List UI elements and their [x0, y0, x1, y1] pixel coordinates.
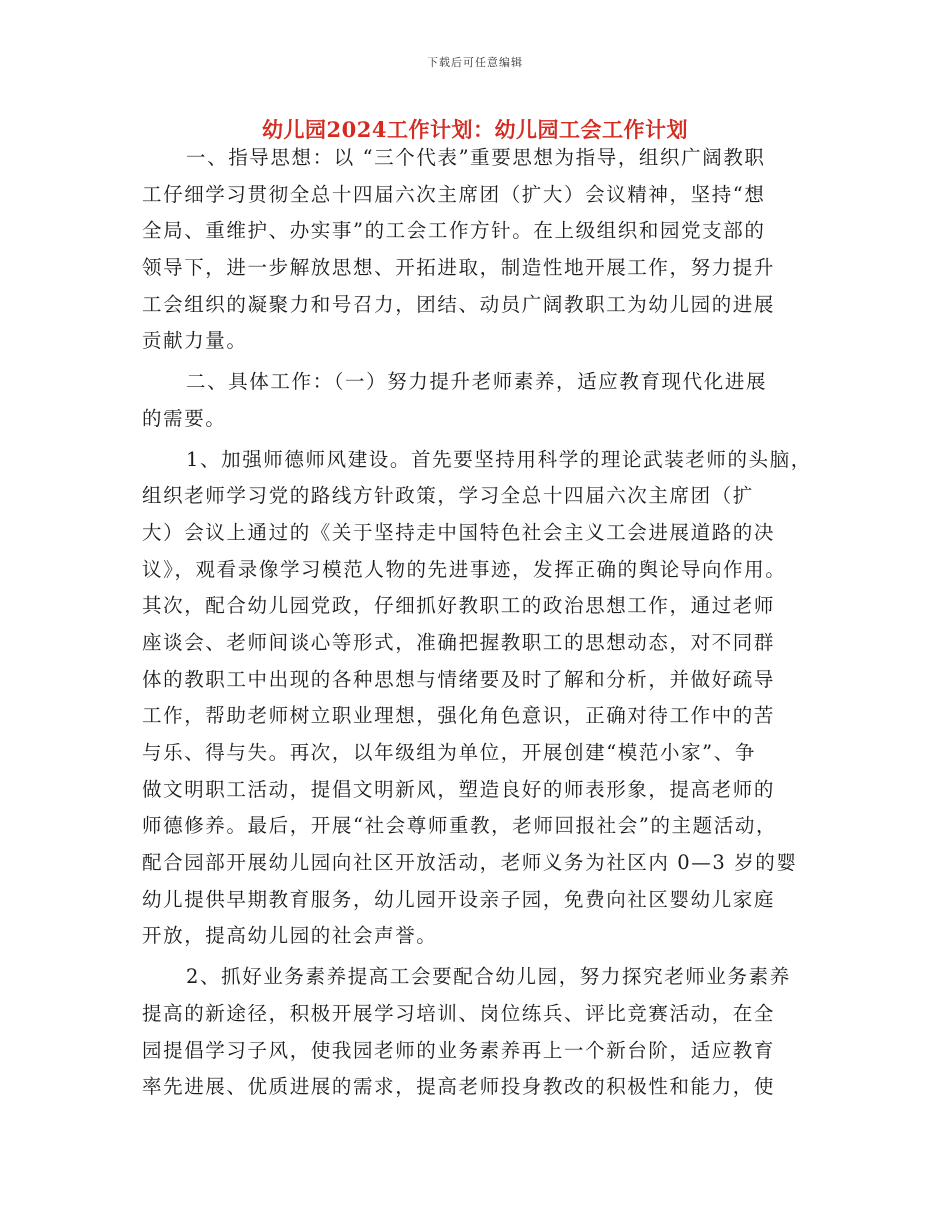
paragraph-guiding-ideology	[142, 140, 822, 360]
text-line: 2、抓好业务素养提高工会要配合幼儿园，努力探究老师业务素养	[186, 965, 791, 989]
text-line: 幼儿提供早期教育服务，幼儿园开设亲子园，免费向社区婴幼儿家庭	[142, 887, 776, 911]
text-line: 议》，观看录像学习模范人物的先进事迹，发挥正确的舆论导向作用。	[142, 557, 787, 581]
text-line: 做文明职工活动，提倡文明新风，塑造良好的师表形象，提高老师的	[142, 777, 776, 801]
text-line: 一、指导思想：以 “三个代表”重要思想为指导，组织广阔教职	[186, 146, 766, 169]
text-line: 座谈会、老师间谈心等形式，准确把握教职工的思想动态，对不同群	[142, 630, 776, 654]
text-line: 开放，提高幼儿园的社会声誉。	[142, 924, 438, 948]
document-title: 幼儿园2024工作计划：幼儿园工会工作计划	[262, 117, 688, 142]
text-line: 率先进展、优质进展的需求，提高老师投身教改的积极性和能力，使	[142, 1075, 776, 1099]
text-line: 工会组织的凝聚力和号召力，团结、动员广阔教职工为幼儿园的进展	[142, 292, 776, 316]
header-note: 下载后可任意编辑	[427, 56, 523, 69]
text-line: 二、具体工作：（一）努力提升老师素养，适应教育现代化进展	[186, 370, 768, 394]
text-line: 工仔细学习贯彻全总十四届六次主席团（扩大）会议精神，坚持“想	[142, 182, 766, 206]
paragraph-teacher-ethics	[142, 442, 822, 956]
paragraph-specific-work	[142, 364, 822, 437]
text-line: 师德修养。最后，开展“社会尊师重教，老师回报社会”的主题活动，	[142, 814, 778, 838]
text-line: 组织老师学习党的路线方针政策，学习全总十四届六次主席团（扩	[142, 484, 754, 508]
text-line: 体的教职工中出现的各种思想与情绪要及时了解和分析，并做好疏导	[142, 667, 776, 691]
paragraph-professional-quality	[142, 959, 822, 1106]
text-line: 贡献力量。	[142, 329, 248, 353]
text-line: 园提倡学习子风，使我园老师的业务素养再上一个新台阶，适应教育	[142, 1038, 776, 1062]
document-body	[142, 140, 822, 1106]
text-line: 1、加强师德师风建设。首先要坚持用科学的理论武装老师的头脑，	[186, 447, 812, 471]
text-line: 全局、重维护、办实事”的工会工作方针。在上级组织和园党支部的	[142, 219, 766, 243]
text-line: 领导下，进一步解放思想、开拓进取，制造性地开展工作，努力提升	[142, 256, 776, 280]
text-line: 工作，帮助老师树立职业理想，强化角色意识，正确对待工作中的苦	[142, 704, 776, 728]
text-line: 大）会议上通过的《关于坚持走中国特色社会主义工会进展道路的决	[142, 520, 776, 544]
text-line: 其次，配合幼儿园党政，仔细抓好教职工的政治思想工作，通过老师	[142, 594, 776, 618]
text-line: 与乐、得与失。再次，以年级组为单位，开展创建“模范小家”、争	[142, 741, 756, 764]
text-line: 的需要。	[142, 406, 227, 430]
text-line: 配合园部开展幼儿园向社区开放活动，老师义务为社区内 0—3 岁的婴	[142, 851, 798, 875]
text-line: 提高的新途径，积极开展学习培训、岗位练兵、评比竞赛活动，在全	[142, 1001, 776, 1025]
